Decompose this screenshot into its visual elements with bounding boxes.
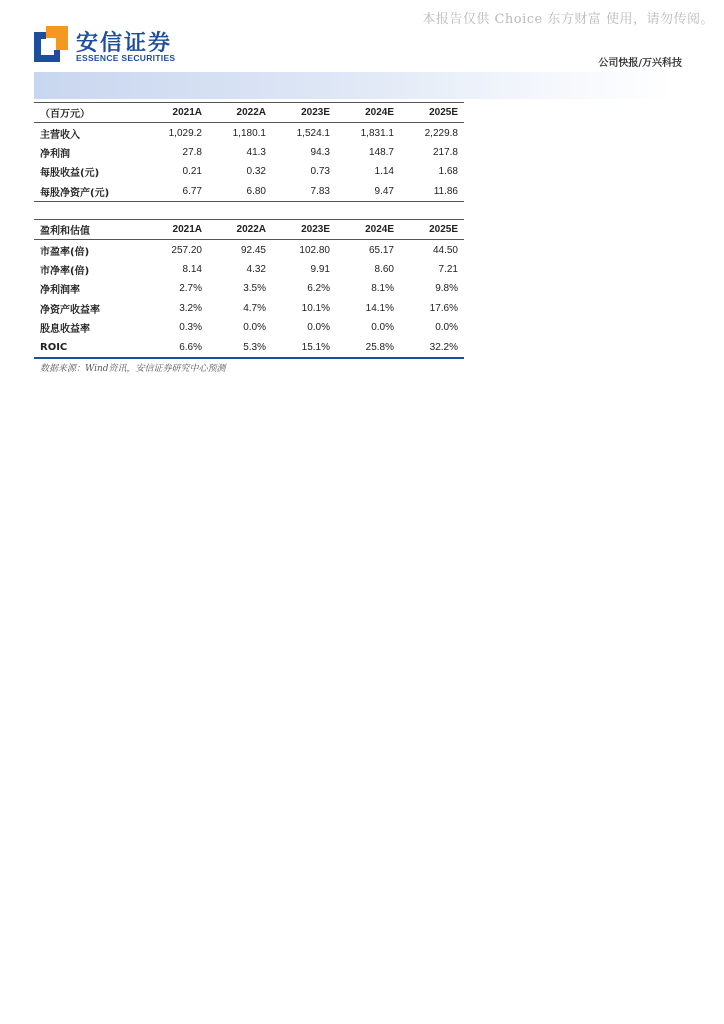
data-source-note: 数据来源：Wind资讯，安信证券研究中心预测 (40, 364, 226, 374)
table-cell: 8.60 (374, 263, 394, 275)
table-cell: 7.21 (438, 263, 458, 275)
table-cell: 0.0% (435, 322, 458, 334)
table-row (34, 240, 464, 260)
table-cell: 4.32 (246, 263, 266, 275)
header-cell: 2021A (172, 107, 202, 119)
row-label: 市盈率(倍) (40, 246, 90, 258)
header-cell: （百万元） (40, 109, 90, 121)
row-label: ROIC (40, 341, 68, 353)
row-label: 每股净资产(元) (40, 187, 110, 199)
logo-cn-text: 安信证券 (76, 31, 173, 56)
table-cell: 6.77 (182, 185, 202, 197)
logo-mark-icon (34, 26, 68, 62)
header-cell: 2024E (365, 107, 394, 119)
table-row (34, 279, 464, 298)
table-cell: 217.8 (432, 146, 458, 158)
table-cell: 9.47 (374, 185, 394, 197)
table-cell: 6.80 (246, 185, 266, 197)
header-cell: 2024E (365, 224, 394, 236)
table-cell: 6.6% (179, 341, 202, 353)
table-cell: 15.1% (301, 341, 330, 353)
watermark: 本报告仅供 Choice 东方财富 使用，请勿传阅。 (422, 12, 714, 27)
table-cell: 1,029.2 (168, 127, 202, 139)
table-row (34, 123, 464, 143)
table-cell: 2,229.8 (424, 127, 458, 139)
valuation-table (34, 219, 464, 359)
table-cell: 1.14 (374, 166, 394, 178)
header-cell: 2022A (236, 224, 266, 236)
header-cell: 2025E (429, 224, 458, 236)
row-label: 股息收益率 (40, 324, 90, 336)
table-row (34, 143, 464, 162)
row-label: 主营收入 (40, 129, 80, 141)
table-cell: 32.2% (429, 341, 458, 353)
header-cell: 2023E (301, 107, 330, 119)
table-cell: 44.50 (432, 244, 458, 256)
row-label: 每股收益(元) (40, 168, 100, 180)
table-header-row (34, 103, 464, 123)
table-cell: 0.0% (371, 322, 394, 334)
financial-summary-table (34, 102, 464, 202)
table-cell: 9.8% (435, 283, 458, 295)
table-cell: 17.6% (429, 302, 458, 314)
table-cell: 7.83 (310, 185, 330, 197)
table-header-row (34, 220, 464, 240)
table-cell: 257.20 (171, 244, 202, 256)
table-cell: 1,831.1 (360, 127, 394, 139)
table-cell: 3.5% (243, 283, 266, 295)
table-cell: 11.86 (433, 185, 458, 197)
table-cell: 10.1% (301, 302, 330, 314)
table-cell: 6.2% (307, 283, 330, 295)
header-cell: 2022A (236, 107, 266, 119)
table-cell: 0.73 (310, 166, 330, 178)
table-cell: 0.21 (182, 166, 202, 178)
table-cell: 27.8 (182, 146, 202, 158)
header-banner (34, 72, 674, 99)
header-cell: 2025E (429, 107, 458, 119)
table-cell: 1.68 (438, 166, 458, 178)
table-row (34, 299, 464, 318)
table-row (34, 318, 464, 337)
table-cell: 0.3% (179, 322, 202, 334)
row-label: 净利润 (40, 148, 70, 160)
row-label: 净资产收益率 (40, 304, 100, 316)
table-row (34, 162, 464, 181)
table-row (34, 182, 464, 202)
table-row (34, 260, 464, 279)
table-cell: 1,180.1 (232, 127, 266, 139)
report-tag: 公司快报/万兴科技 (598, 58, 682, 69)
table-cell: 148.7 (368, 146, 394, 158)
table-cell: 102.80 (299, 244, 330, 256)
table-cell: 25.8% (365, 341, 394, 353)
table-cell: 8.14 (182, 263, 202, 275)
table-cell: 41.3 (246, 146, 266, 158)
table-row (34, 337, 464, 357)
table-cell: 0.0% (243, 322, 266, 334)
table-cell: 0.32 (246, 166, 266, 178)
table-cell: 14.1% (365, 302, 394, 314)
table-cell: 2.7% (179, 283, 202, 295)
header-cell: 盈利和估值 (40, 226, 90, 238)
table-cell: 0.0% (307, 322, 330, 334)
row-label: 市净率(倍) (40, 265, 90, 277)
row-label: 净利润率 (40, 285, 80, 297)
table-cell: 8.1% (371, 283, 394, 295)
table-cell: 9.91 (310, 263, 330, 275)
table-cell: 5.3% (243, 341, 266, 353)
table-cell: 92.45 (240, 244, 266, 256)
header-cell: 2023E (301, 224, 330, 236)
company-logo (34, 26, 204, 66)
table-cell: 4.7% (243, 302, 266, 314)
table-cell: 94.3 (310, 146, 330, 158)
table-cell: 65.17 (368, 244, 394, 256)
table-cell: 1,524.1 (296, 127, 330, 139)
table-cell: 3.2% (179, 302, 202, 314)
header-cell: 2021A (172, 224, 202, 236)
logo-en-text: ESSENCE SECURITIES (76, 53, 176, 63)
